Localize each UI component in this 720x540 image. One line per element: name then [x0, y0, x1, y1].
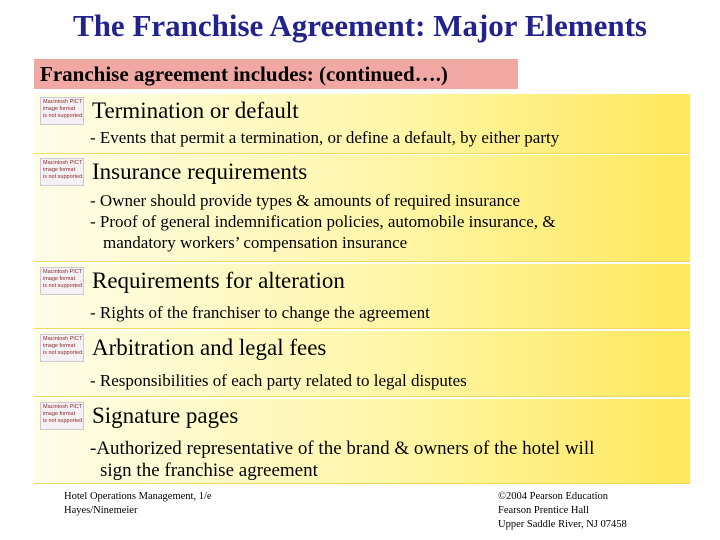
item-detail: - Events that permit a termination, or define a default, by either party	[90, 128, 560, 147]
footer-copyright: ©2004 Pearson Education Fearson Prentice Hall Upper Saddle River, NJ 07458	[498, 491, 627, 530]
slide-title: The Franchise Agreement: Major Elements	[73, 8, 647, 43]
item-heading: Insurance requirements	[92, 159, 308, 184]
item-heading: Arbitration and legal fees	[92, 335, 327, 360]
unsupported-image-placeholder-icon: Macintosh PICT image format is not supported	[40, 267, 84, 295]
unsupported-image-placeholder-icon: Macintosh PICT image format is not supported	[40, 402, 84, 430]
unsupported-image-placeholder-icon: Macintosh PICT image format is not supported	[40, 158, 84, 186]
unsupported-image-placeholder-icon: Macintosh PICT image format is not supported	[40, 97, 84, 125]
list-item	[34, 399, 690, 484]
list-item	[34, 155, 690, 262]
item-heading: Termination or default	[92, 98, 299, 123]
list-item	[34, 264, 690, 329]
item-heading: Signature pages	[92, 403, 239, 428]
item-heading: Requirements for alteration	[92, 268, 345, 293]
item-detail: - Responsibilities of each party related to legal disputes	[90, 371, 467, 390]
unsupported-image-placeholder-icon: Macintosh PICT image format is not supported	[40, 334, 84, 362]
list-item	[34, 331, 690, 397]
footer-credit: Hotel Operations Management, 1/e Hayes/Ninemeier	[64, 491, 212, 516]
list-item	[34, 94, 690, 154]
slide-subtitle: Franchise agreement includes: (continued….)	[34, 59, 518, 89]
item-detail: - Owner should provide types & amounts of required insurance - Proof of general indemnification policies, automobile insurance, & mandatory workers’ compensation insurance	[90, 191, 556, 252]
item-detail: -Authorized representative of the brand & owners of the hotel will sign the franchise agreement	[90, 438, 595, 481]
item-detail: - Rights of the franchiser to change the agreement	[90, 303, 430, 322]
